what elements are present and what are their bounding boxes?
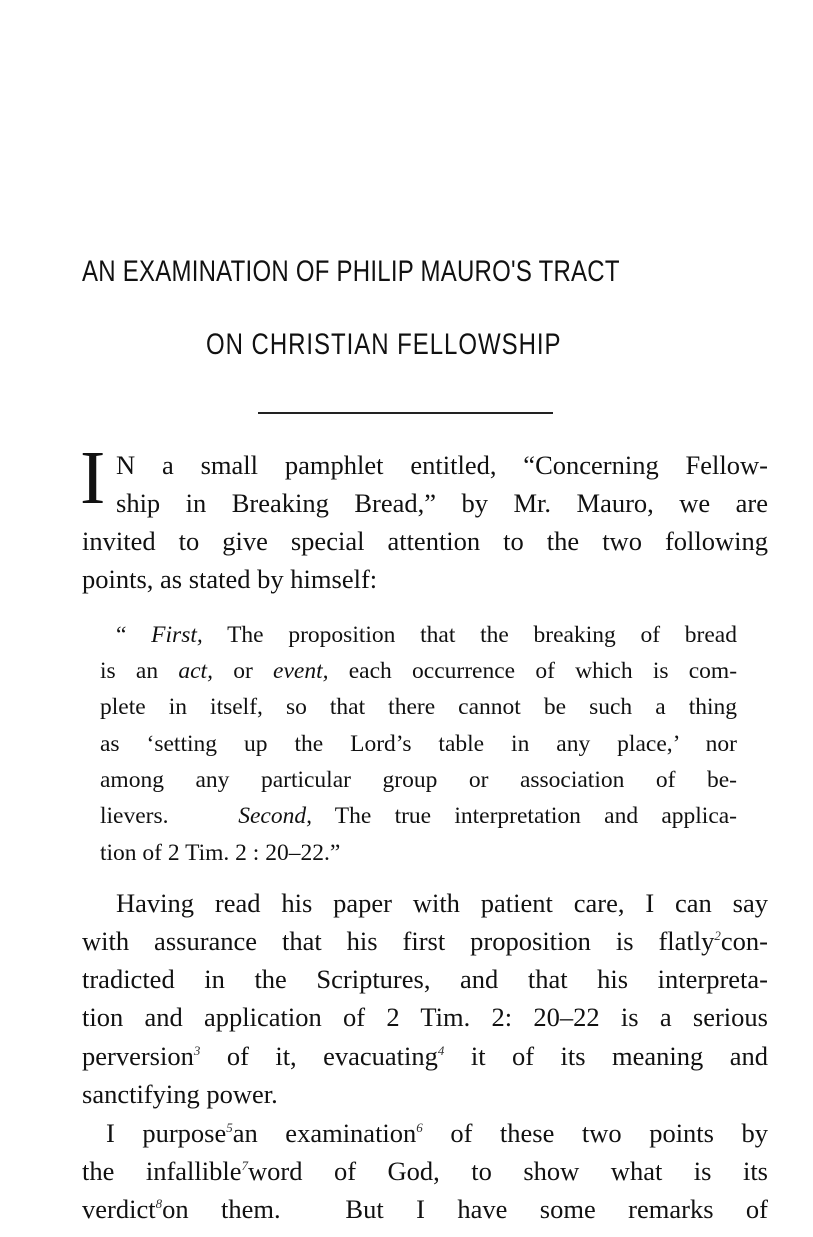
handwritten-note: 2 bbox=[714, 928, 721, 944]
para1-line: points, as stated by himself: bbox=[82, 564, 378, 594]
handwritten-note: 5 bbox=[226, 1120, 233, 1136]
emph-act: act, bbox=[178, 658, 213, 684]
para1-line: N a small pamphlet entitled, “Concerning Fellow- bbox=[116, 450, 768, 480]
drop-cap: I bbox=[80, 436, 106, 520]
para3-line: verdict$^8$on them. But I have some remarks of bbox=[82, 1194, 768, 1224]
divider-rule bbox=[258, 412, 553, 414]
handwritten-note: 6 bbox=[416, 1120, 423, 1136]
para2-line: with assurance that his first proposition is flatly$^2$con- bbox=[82, 926, 768, 956]
handwritten-note: 7 bbox=[241, 1158, 249, 1174]
para2-line: Having read his paper with patient care, I can say bbox=[116, 888, 768, 918]
quote-line: plete in itself, so that there cannot be such a thing bbox=[100, 694, 737, 720]
quote-line: “ First, The proposition that the breaking of bread bbox=[116, 622, 737, 648]
quote-text: The proposition that the breaking of bread bbox=[227, 622, 737, 648]
handwritten-note: 4 bbox=[437, 1043, 445, 1059]
quote-line: is an act, or event, each occurrence of which is com- bbox=[100, 658, 738, 684]
title-line-1: AN EXAMINATION OF PHILIP MAURO'S TRACT bbox=[82, 255, 620, 288]
first-label: First, bbox=[151, 622, 203, 648]
second-label: Second, bbox=[238, 803, 312, 829]
title-line-2: ON CHRISTIAN FELLOWSHIP bbox=[206, 328, 562, 361]
quote-line: tion of 2 Tim. 2 : 20–22.” bbox=[100, 840, 341, 866]
handwritten-note: 8 bbox=[155, 1196, 163, 1212]
para3-line: the infallible$^7$word of God, to show what is its bbox=[82, 1156, 768, 1186]
emph-event: event, bbox=[273, 658, 329, 684]
para2-line: tion and application of 2 Tim. 2: 20–22 is a serious bbox=[82, 1002, 768, 1032]
quote-line: among any particular group or association of be- bbox=[100, 767, 737, 793]
handwritten-note: 3 bbox=[193, 1043, 201, 1059]
para1-line: ship in Breaking Bread,” by Mr. Mauro, we are bbox=[116, 488, 768, 518]
para2-line: perversion$^3$ of it, evacuating$^4$ it of its meaning and bbox=[82, 1041, 768, 1071]
para2-line: tradicted in the Scriptures, and that his interpreta- bbox=[82, 964, 768, 994]
quote-line: lievers. Second, The true interpretation and applica- bbox=[100, 803, 738, 829]
quote-line: as ‘setting up the Lord’s table in any place,’ nor bbox=[100, 731, 737, 757]
para1-line: invited to give special attention to the two following bbox=[82, 526, 768, 556]
para3-line: I purpose$^5$an examination$^6$ of these two points by bbox=[106, 1118, 769, 1148]
para2-line: sanctifying power. bbox=[82, 1079, 278, 1109]
